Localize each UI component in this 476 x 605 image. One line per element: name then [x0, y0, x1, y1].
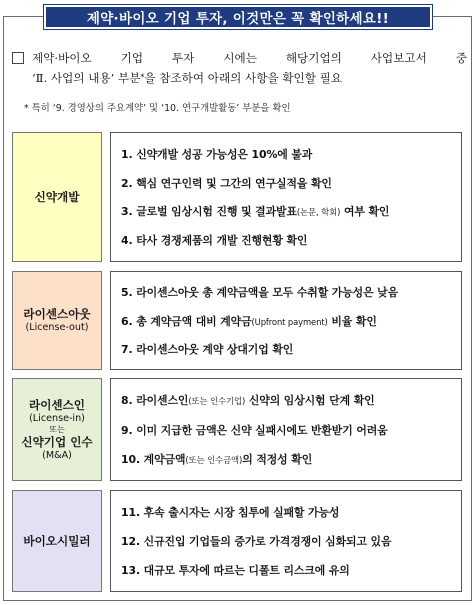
- footnote: * 특히 ‘9. 경영상의 주요계약’ 및 ‘10. 연구개발활동’ 부분을 확인: [24, 103, 291, 114]
- section-drug-development: [12, 132, 462, 262]
- section-items: [110, 271, 462, 370]
- section-items: [110, 132, 462, 262]
- page-title: 제약·바이오 기업 투자, 이것만은 꼭 확인하세요!!: [44, 5, 432, 29]
- intro-line-1: [12, 48, 467, 68]
- list-item: 7. 라이센스아웃 계약 상대기업 확인: [121, 342, 294, 356]
- list-item: 11. 후속 출시자는 시장 침투에 실패할 가능성: [121, 506, 340, 519]
- section-license-out: [12, 271, 462, 370]
- list-item: 13. 대규모 투자에 따르는 디폴트 리스크에 유의: [121, 564, 350, 577]
- footnote-marker: *: [140, 73, 145, 82]
- list-item: 12. 신규진입 기업들의 증가로 가격경쟁이 심화되고 있음: [121, 535, 392, 548]
- section-items: [110, 490, 462, 592]
- list-item: 5. 라이센스아웃 총 계약금액을 모두 수취할 가능성은 낮음: [121, 286, 399, 300]
- intro-paragraph: [12, 48, 467, 88]
- section-license-in: [12, 378, 462, 481]
- section-label: 바이오시밀러: [12, 490, 102, 592]
- intro-line-1-text: 제약·바이오 기업 투자 시에는 해당기업의 사업보고서 중: [32, 51, 467, 65]
- section-label: 라이센스아웃 (License-out): [12, 271, 102, 370]
- list-item: 8. 라이센스인(또는 인수기업) 신약의 임상시험 단계 확인: [121, 394, 375, 408]
- list-item: 4. 타사 경쟁제품의 개발 진행현황 확인: [121, 234, 308, 248]
- checkbox-icon: [12, 52, 24, 64]
- list-item: 9. 이미 지급한 금액은 신약 실패시에도 반환받기 어려움: [121, 423, 388, 437]
- list-item: 6. 총 계약금액 대비 계약금(Upfront payment) 비율 확인: [121, 314, 377, 328]
- section-biosimilar: [12, 490, 462, 592]
- list-item: 1. 신약개발 성공 가능성은 10%에 불과: [121, 147, 313, 161]
- section-items: [110, 378, 462, 481]
- list-item: 3. 글로벌 임상시험 진행 및 결과발표(논문, 학회) 여부 확인: [121, 205, 390, 219]
- intro-line-2: ‘Ⅱ. 사업의 내용’ 부분 * 을 참조하여 아래의 사항을 확인할 필요: [12, 68, 467, 88]
- list-item: 10. 계약금액(또는 인수금액)의 적정성 확인: [121, 452, 313, 466]
- list-item: 2. 핵심 연구인력 및 그간의 연구실적을 확인: [121, 176, 332, 190]
- section-label: 라이센스인 (License-in) 또는 신약기업 인수 (M&A): [12, 378, 102, 481]
- section-label: 신약개발: [12, 132, 102, 262]
